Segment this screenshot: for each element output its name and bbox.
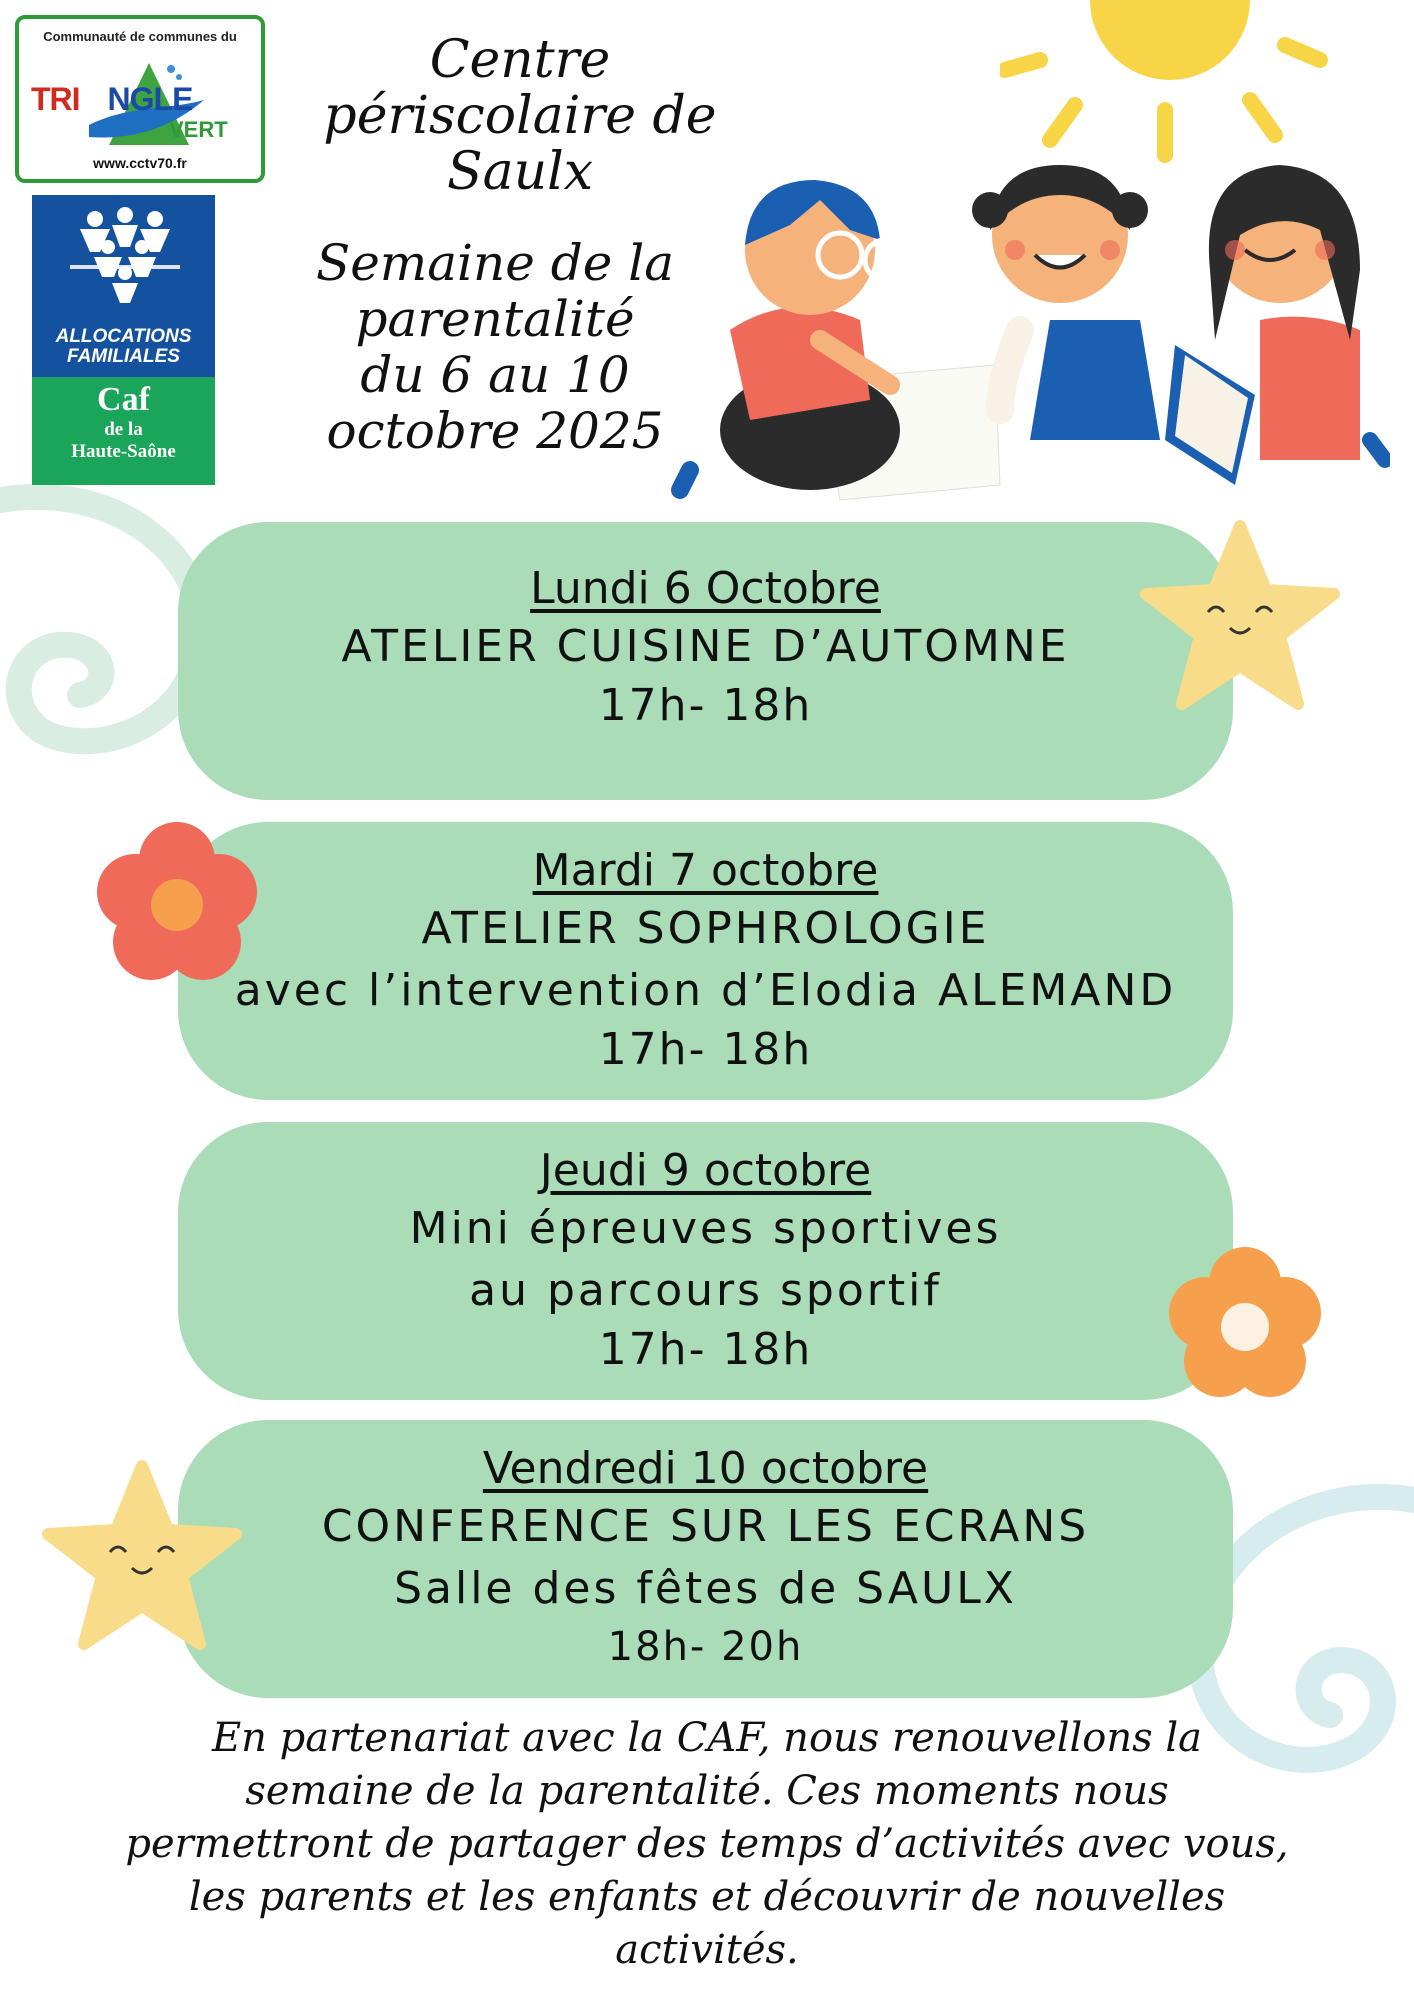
caf-line2: FAMILIALES bbox=[67, 346, 180, 367]
footer-line1: En partenariat avec la CAF, nous renouvellons la bbox=[211, 1715, 1203, 1761]
cctv-logo-word: TRI NGLE bbox=[31, 81, 193, 117]
event-subtitle: au parcours sportif bbox=[469, 1265, 942, 1316]
page-subtitle bbox=[250, 235, 740, 459]
caf-logo-green bbox=[32, 377, 215, 485]
smiling-star-icon bbox=[1140, 520, 1340, 720]
event-time: 17h- 18h bbox=[598, 1324, 813, 1375]
title-line3: Saulx bbox=[446, 142, 594, 202]
event-title: Mini épreuves sportives bbox=[409, 1203, 1002, 1254]
event-time: 17h- 18h bbox=[598, 1024, 813, 1075]
event-card-tuesday bbox=[178, 822, 1233, 1100]
footer-line2: semaine de la parentalité. Ces moments nous bbox=[245, 1768, 1169, 1814]
caf-line1: ALLOCATIONS bbox=[55, 326, 192, 347]
title-line2: périscolaire de bbox=[323, 86, 717, 146]
caf-dela: de la bbox=[104, 419, 143, 440]
subtitle-line1: Semaine de la bbox=[315, 234, 675, 292]
event-card-monday bbox=[178, 522, 1233, 800]
footer-line4: les parents et les enfants et découvrir de nouvelles bbox=[188, 1874, 1226, 1920]
event-title: ATELIER CUISINE D’AUTOMNE bbox=[341, 621, 1070, 672]
children-illustration bbox=[670, 140, 1390, 510]
footer-line3: permettront de partager des temps d’activités avec vous, bbox=[125, 1821, 1289, 1867]
event-day: Lundi 6 Octobre bbox=[530, 563, 881, 614]
caf-logo bbox=[32, 195, 215, 485]
red-flower-icon bbox=[95, 820, 260, 985]
cctv-logo-caption: Communauté de communes du bbox=[43, 29, 237, 44]
subtitle-line2: parentalité bbox=[355, 290, 635, 348]
event-time: 17h- 18h bbox=[598, 680, 813, 731]
event-day: Jeudi 9 octobre bbox=[539, 1145, 872, 1196]
footer-line5: activités. bbox=[615, 1927, 799, 1973]
subtitle-line4: octobre 2025 bbox=[326, 402, 664, 460]
cctv-url: www.cctv70.fr bbox=[93, 155, 187, 171]
event-day: Vendredi 10 octobre bbox=[482, 1443, 929, 1494]
event-time: 18h- 20h bbox=[607, 1624, 804, 1670]
subtitle-line3: du 6 au 10 bbox=[360, 346, 630, 404]
caf-logo-text bbox=[32, 327, 215, 367]
family-figures-icon bbox=[70, 207, 180, 307]
event-card-friday bbox=[178, 1420, 1233, 1698]
event-subtitle: avec l’intervention d’Elodia ALEMAND bbox=[234, 965, 1177, 1016]
orange-flower-icon bbox=[1165, 1245, 1325, 1405]
event-title: CONFERENCE SUR LES ECRANS bbox=[321, 1501, 1090, 1552]
cctv-logo bbox=[15, 15, 265, 183]
event-day: Mardi 7 octobre bbox=[532, 845, 879, 896]
event-subtitle: Salle des fêtes de SAULX bbox=[394, 1563, 1017, 1614]
caf-word: Caf bbox=[97, 381, 150, 418]
smiling-star-icon-2 bbox=[42, 1460, 242, 1660]
caf-logo-blue bbox=[32, 195, 215, 377]
caf-region: Haute-Saône bbox=[71, 441, 176, 462]
event-title: ATELIER SOPHROLOGIE bbox=[421, 903, 990, 954]
cctv-logo-vert: VERT bbox=[169, 117, 228, 142]
event-card-thursday bbox=[178, 1122, 1233, 1400]
title-line1: Centre bbox=[429, 30, 611, 90]
footer-paragraph bbox=[20, 1712, 1394, 1977]
